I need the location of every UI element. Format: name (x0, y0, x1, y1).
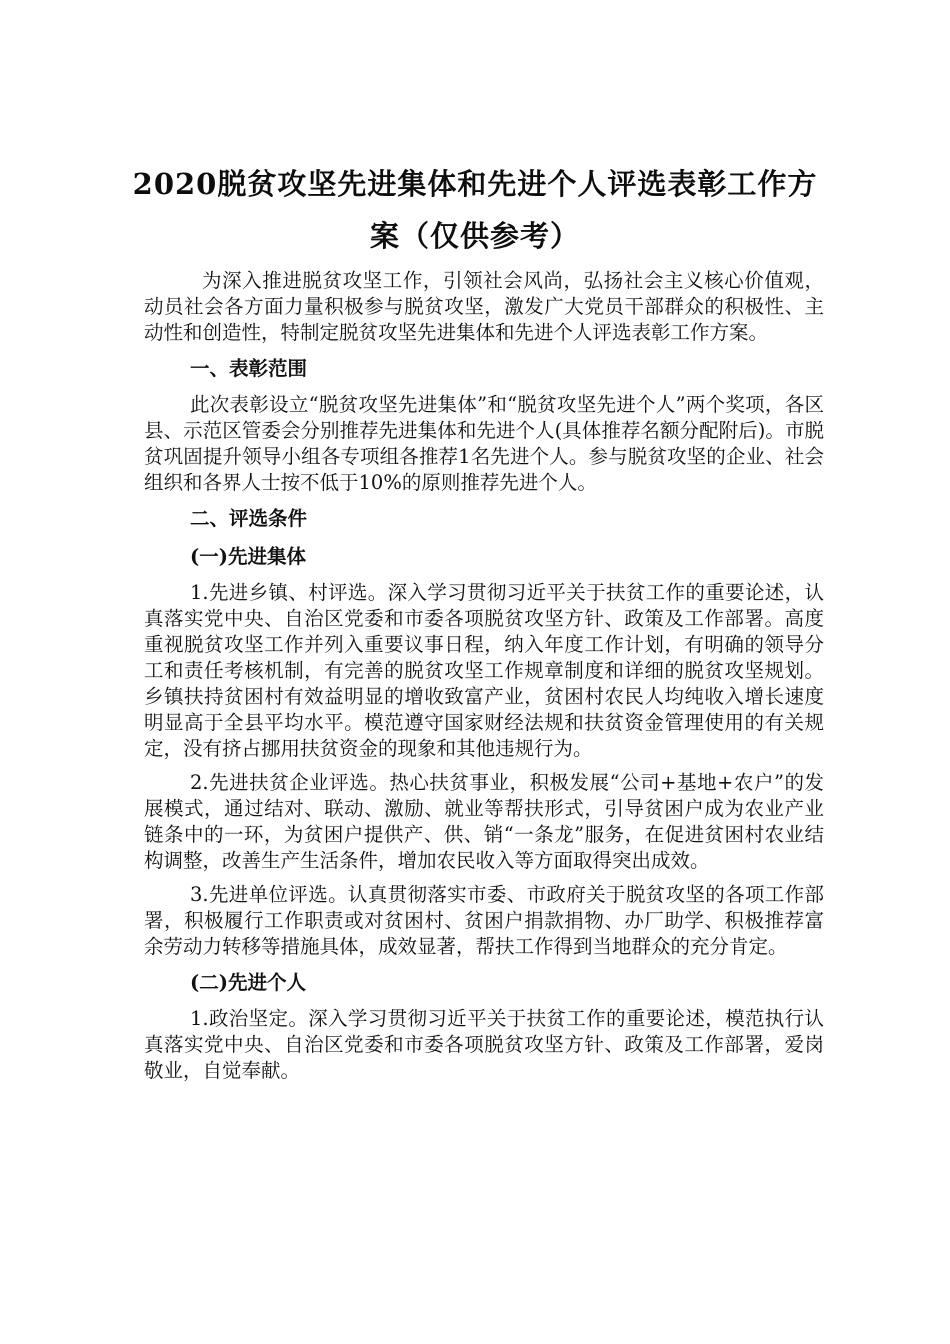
scope-paragraph: 此次表彰设立“脱贫攻坚先进集体”和“脱贫攻坚先进个人”两个奖项，各区县、示范区管委会分别推荐先进集体和先进个人(具体推荐名额分配附后)。市脱贫巩固提升领导小组各专项组各推荐1名先进个人。参与脱贫攻坚的企业、社会组织和各界人士按不低于10%的原则推荐先进个人。 (144, 393, 824, 494)
section-heading-criteria: 二、评选条件 (190, 507, 308, 530)
collective-criteria-item: 3.先进单位评选。认真贯彻落实市委、市政府关于脱贫攻坚的各项工作部署，积极履行工作职责或对贫困村、贫困户捐款捐物、办厂助学、积极推荐富余劳动力转移等措施具体，成效显著，帮扶工作得到当地群众的充分肯定。 (144, 883, 824, 958)
collective-criteria-item: 2.先进扶贫企业评选。热心扶贫事业，积极发展“公司+基地+农户”的发展模式，通过结对、联动、激励、就业等帮扶形式，引导贫困户成为农业产业链条中的一环，为贫困户提供产、供、销“一条龙”服务，在促进贫困村农业结构调整，改善生产生活条件，增加农民收入等方面取得突出成效。 (144, 771, 824, 872)
subsection-heading-collective: (一)先进集体 (190, 545, 306, 568)
document-title-line-1: 2020脱贫攻坚先进集体和先进个人评选表彰工作方 (132, 167, 818, 201)
document-title-line-2: 案（仅供参考） (369, 219, 580, 253)
individual-criteria-item: 1.政治坚定。深入学习贯彻习近平关于扶贫工作的重要论述，模范执行认真落实党中央、自治区党委和市委各项脱贫攻坚方针、政策及工作部署，爱岗敬业，自觉奉献。 (144, 1007, 824, 1082)
document-body (144, 268, 824, 1092)
subsection-heading-individual: (二)先进个人 (190, 971, 306, 994)
collective-criteria-item: 1.先进乡镇、村评选。深入学习贯彻习近平关于扶贫工作的重要论述，认真落实党中央、自治区党委和市委各项脱贫攻坚方针、政策及工作部署。高度重视脱贫攻坚工作并列入重要议事日程，纳入年度工作计划，有明确的领导分工和责任考核机制，有完善的脱贫攻坚工作规章制度和详细的脱贫攻坚规划。乡镇扶持贫困村有效益明显的增收致富产业，贫困村农民人均纯收入增长速度明显高于全县平均水平。模范遵守国家财经法规和扶贫资金管理使用的有关规定，没有挤占挪用扶贫资金的现象和其他违规行为。 (144, 581, 824, 760)
intro-paragraph: 为深入推进脱贫攻坚工作，引领社会风尚，弘扬社会主义核心价值观，动员社会各方面力量积极参与脱贫攻坚，激发广大党员干部群众的积极性、主动性和创造性，特制定脱贫攻坚先进集体和先进个人评选表彰工作方案。 (144, 269, 824, 344)
section-heading-scope: 一、表彰范围 (190, 357, 308, 380)
